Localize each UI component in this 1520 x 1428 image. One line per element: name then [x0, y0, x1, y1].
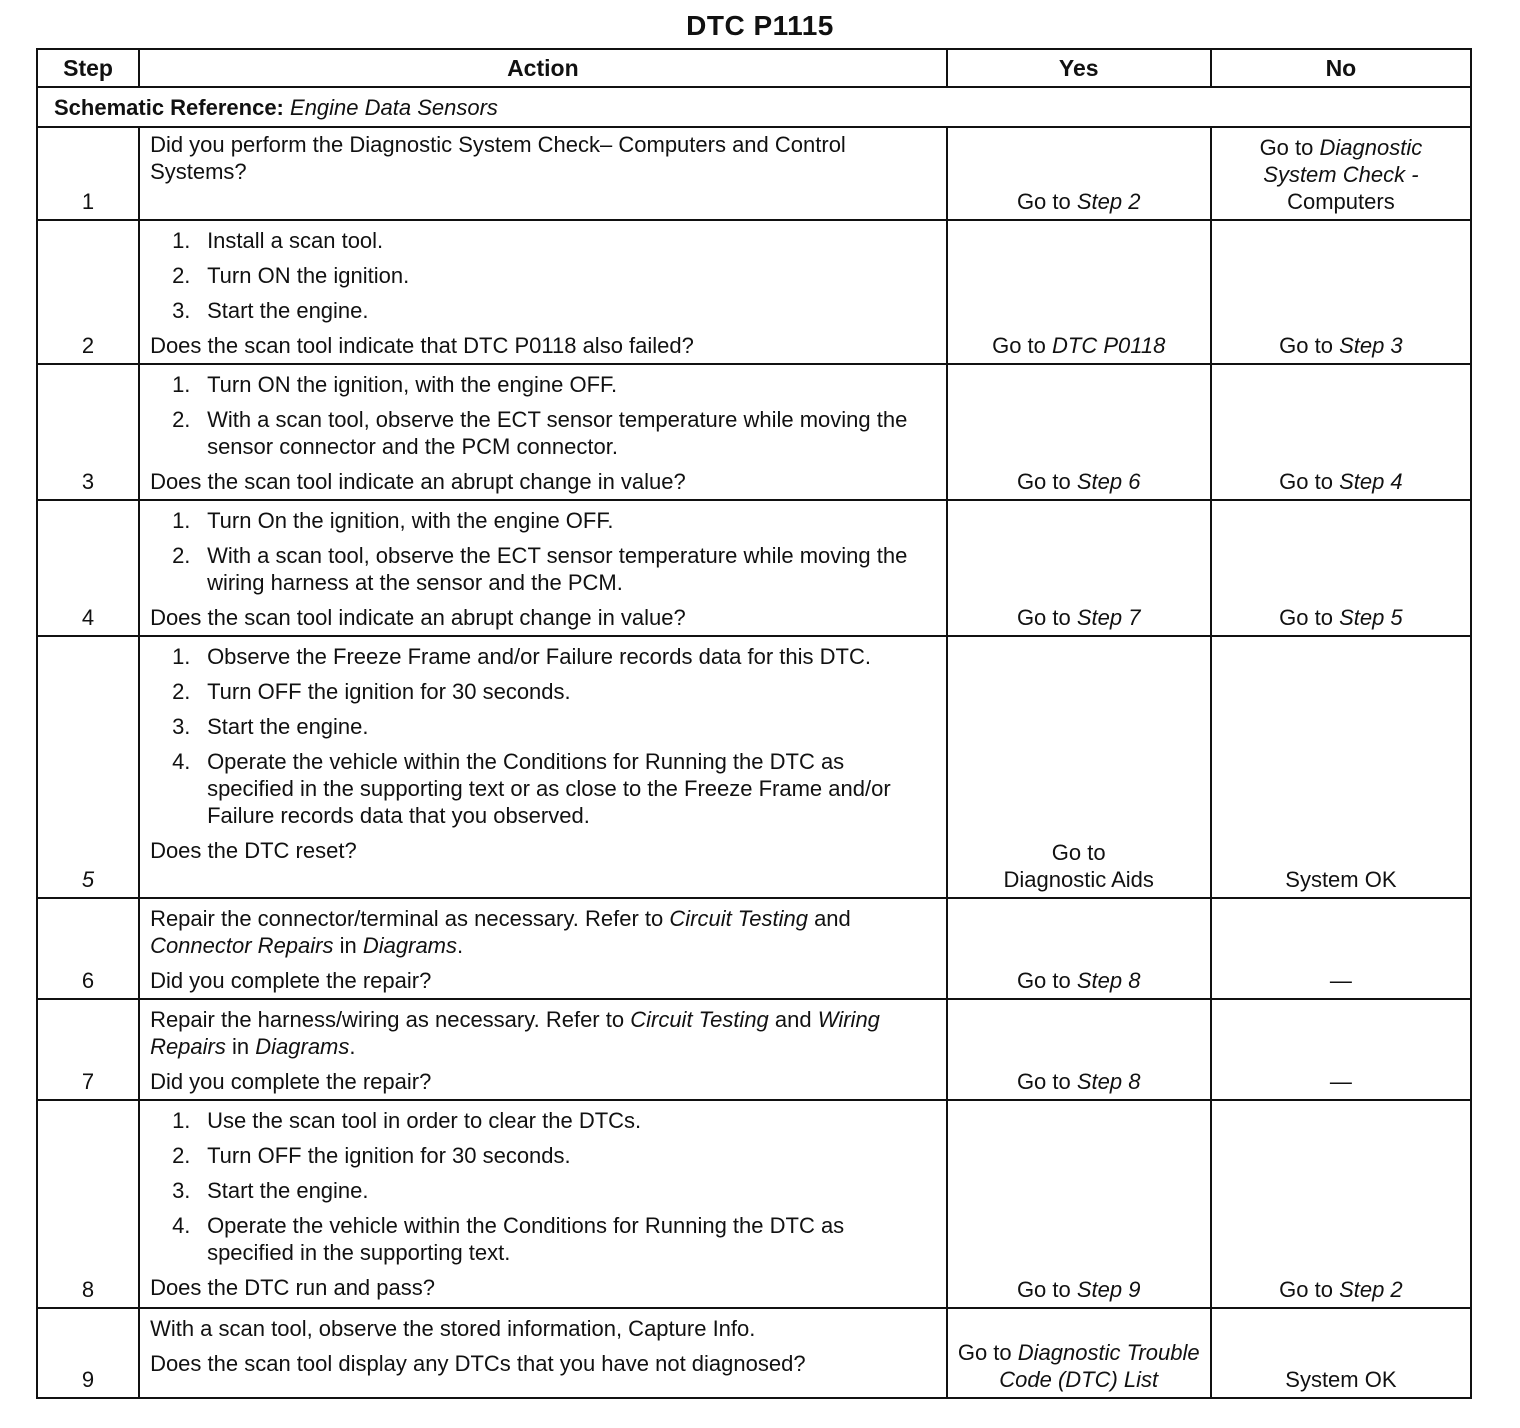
no-cell — [1211, 364, 1471, 500]
step-number: 1 — [37, 127, 139, 220]
question-text: Does the DTC reset? — [150, 838, 357, 863]
yes-link[interactable]: Step 7 — [1076, 605, 1141, 630]
no-cell — [1211, 127, 1471, 220]
action-cell — [139, 1308, 947, 1398]
list-item: 2. With a scan tool, observe the ECT sensor temperature while moving the wiring harness at the sensor and the PCM. — [172, 543, 908, 595]
step-number: 7 — [37, 999, 139, 1100]
action-text: Repair the harness/wiring as necessary. Refer to Circuit Testing and Wiring Repairs in Diagrams. — [150, 1007, 880, 1059]
table-row — [37, 127, 1471, 220]
schematic-reference: Engine Data Sensors — [290, 94, 498, 120]
no-link[interactable]: Step 2 — [1339, 1277, 1403, 1302]
no-link[interactable]: Step 4 — [1339, 469, 1403, 494]
yes-prefix: Go to — [1016, 189, 1071, 214]
schematic-row — [37, 87, 1471, 127]
yes-link[interactable]: Diagnostic Aids — [1003, 867, 1154, 892]
list-item: 2. With a scan tool, observe the ECT sensor temperature while moving the sensor connector and the PCM connector. — [172, 407, 908, 459]
table-row — [37, 898, 1471, 999]
question-text: Does the scan tool indicate that DTC P0118 also failed? — [150, 333, 694, 358]
question-text: Does the scan tool indicate an abrupt change in value? — [150, 469, 686, 494]
instruction-list — [150, 1107, 936, 1266]
step-number: 3 — [37, 364, 139, 500]
yes-link[interactable]: DTC P0118 — [1052, 333, 1166, 358]
no-link[interactable]: Diagnostic System Check - — [1263, 135, 1423, 187]
list-item: 4. Operate the vehicle within the Conditions for Running the DTC as specified in the supporting text or as close to the Freeze Frame and/or Failure records data that you observed. — [172, 749, 891, 828]
header-action: Action — [139, 49, 947, 87]
action-cell — [139, 999, 947, 1100]
action-text: Repair the connector/terminal as necessary. Refer to Circuit Testing and Connector Repairs in Diagrams. — [150, 906, 851, 958]
yes-prefix: Go to — [957, 1340, 1012, 1365]
list-item: 1. Turn ON the ignition, with the engine OFF. — [172, 372, 618, 397]
yes-link[interactable]: Step 9 — [1076, 1277, 1141, 1302]
question-text: Does the DTC run and pass? — [150, 1275, 435, 1300]
dash: — — [1329, 968, 1352, 993]
table-header-row — [37, 49, 1471, 87]
list-item: 1. Install a scan tool. — [172, 228, 384, 253]
action-cell — [139, 500, 947, 636]
list-item: 3. Start the engine. — [172, 1178, 369, 1203]
list-item: 2. Turn OFF the ignition for 30 seconds. — [172, 1143, 571, 1168]
no-cell — [1211, 1308, 1471, 1398]
no-result: System OK — [1285, 1367, 1397, 1392]
yes-cell — [947, 220, 1211, 364]
yes-cell — [947, 1308, 1211, 1398]
question-text: Did you complete the repair? — [150, 1069, 432, 1094]
no-prefix: Go to — [1279, 1277, 1333, 1302]
no-cell — [1211, 636, 1471, 898]
table-row — [37, 364, 1471, 500]
page-title: DTC P1115 — [686, 10, 834, 41]
dash: — — [1329, 1069, 1352, 1094]
yes-link[interactable]: Diagnostic Trouble Code (DTC) List — [999, 1340, 1200, 1392]
no-prefix: Go to — [1279, 605, 1333, 630]
yes-cell — [947, 636, 1211, 898]
no-suffix: Computers — [1287, 189, 1395, 214]
yes-link[interactable]: Step 6 — [1076, 469, 1141, 494]
instruction-list — [150, 371, 936, 460]
yes-prefix: Go to — [992, 333, 1046, 358]
yes-link[interactable]: Step 8 — [1076, 968, 1141, 993]
yes-link[interactable]: Step 2 — [1076, 189, 1141, 214]
no-link[interactable]: Step 5 — [1339, 605, 1403, 630]
action-cell — [139, 364, 947, 500]
diagnostic-table — [36, 48, 1472, 1399]
yes-cell — [947, 127, 1211, 220]
table-row — [37, 999, 1471, 1100]
list-item: 4. Operate the vehicle within the Conditions for Running the DTC as specified in the supporting text. — [172, 1213, 845, 1265]
yes-cell — [947, 999, 1211, 1100]
yes-link[interactable]: Step 8 — [1076, 1069, 1141, 1094]
no-prefix: Go to — [1279, 469, 1333, 494]
table-row — [37, 1100, 1471, 1308]
table-row — [37, 500, 1471, 636]
action-cell — [139, 636, 947, 898]
table-row — [37, 1308, 1471, 1398]
instruction-list — [150, 643, 936, 829]
no-prefix: Go to — [1259, 135, 1314, 160]
step-number: 2 — [37, 220, 139, 364]
yes-cell — [947, 500, 1211, 636]
header-yes: Yes — [947, 49, 1211, 87]
step-number: 5 — [37, 636, 139, 898]
no-result: System OK — [1285, 867, 1397, 892]
no-cell — [1211, 898, 1471, 999]
no-cell — [1211, 999, 1471, 1100]
header-no: No — [1211, 49, 1471, 87]
schematic-label: Schematic Reference: — [54, 94, 284, 120]
list-item: 3. Start the engine. — [172, 298, 369, 323]
no-cell — [1211, 220, 1471, 364]
yes-cell — [947, 1100, 1211, 1308]
yes-cell — [947, 364, 1211, 500]
yes-prefix: Go to — [1016, 1277, 1071, 1302]
yes-prefix: Go to — [1051, 840, 1106, 865]
step-number: 6 — [37, 898, 139, 999]
question-text: Did you complete the repair? — [150, 968, 432, 993]
question-text: Does the scan tool indicate an abrupt change in value? — [150, 605, 686, 630]
yes-prefix: Go to — [1016, 1069, 1071, 1094]
list-item: 1. Turn On the ignition, with the engine OFF. — [172, 508, 614, 533]
list-item: 2. Turn ON the ignition. — [172, 263, 410, 288]
list-item: 1. Observe the Freeze Frame and/or Failure records data for this DTC. — [172, 644, 871, 669]
yes-prefix: Go to — [1016, 968, 1071, 993]
table-row — [37, 220, 1471, 364]
action-cell — [139, 1100, 947, 1308]
step-number: 4 — [37, 500, 139, 636]
list-item: 2. Turn OFF the ignition for 30 seconds. — [172, 679, 571, 704]
list-item: 3. Start the engine. — [172, 714, 369, 739]
action-cell — [139, 220, 947, 364]
no-prefix: Go to — [1279, 333, 1333, 358]
action-text: With a scan tool, observe the stored information, Capture Info. — [150, 1316, 756, 1341]
no-link[interactable]: Step 3 — [1339, 333, 1403, 358]
yes-prefix: Go to — [1016, 605, 1071, 630]
no-cell — [1211, 500, 1471, 636]
no-cell — [1211, 1100, 1471, 1308]
list-item: 1. Use the scan tool in order to clear the DTCs. — [172, 1108, 642, 1133]
header-step: Step — [37, 49, 139, 87]
step-number: 9 — [37, 1308, 139, 1398]
yes-cell — [947, 898, 1211, 999]
instruction-list — [150, 227, 936, 324]
table-row — [37, 636, 1471, 898]
action-text: Did you perform the Diagnostic System Check– Computers and Control Systems? — [150, 132, 846, 184]
action-cell — [139, 127, 947, 220]
step-number: 8 — [37, 1100, 139, 1308]
yes-prefix: Go to — [1016, 469, 1071, 494]
action-cell — [139, 898, 947, 999]
question-text: Does the scan tool display any DTCs that you have not diagnosed? — [150, 1351, 806, 1376]
instruction-list — [150, 507, 936, 596]
